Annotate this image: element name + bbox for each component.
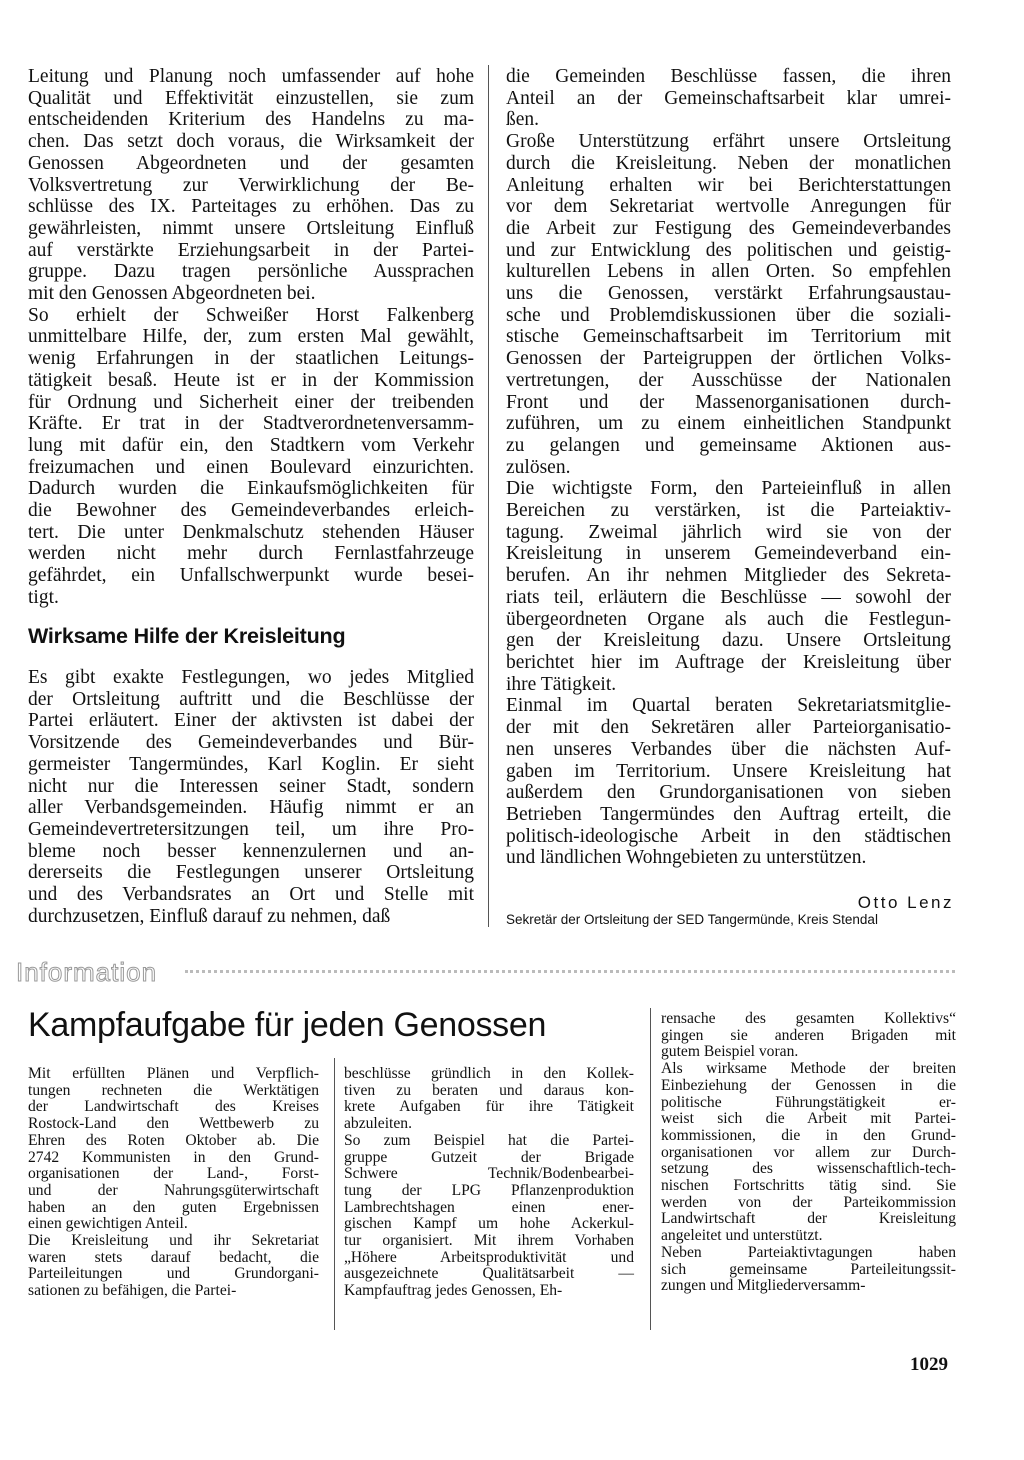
text-line: gutem Beispiel voran. — [661, 1043, 799, 1061]
headline: Kampfaufgabe für jeden Genossen — [28, 1006, 547, 1044]
text-line: gaben im Territorium. Unsere Kreisleitung hat — [506, 760, 951, 782]
article-column-left — [28, 66, 474, 609]
text-line: vor dem Sekretariat wertvolle Anregungen für — [506, 196, 951, 218]
text-line: abzuleiten. — [344, 1115, 412, 1133]
text-line: Einmal im Quartal beraten Sekretariatsmitglie- — [506, 695, 951, 717]
text-line: nischen Fortschritts tätig sind. Sie — [661, 1177, 956, 1195]
text-line: einen gewichtigen Anteil. — [28, 1215, 188, 1233]
text-line: Die Kreisleitung und ihr Sekretariat — [28, 1232, 319, 1250]
text-line: bleme noch besser kennenzulernen und an- — [28, 840, 474, 862]
text-line: der Landwirtschaft des Kreises — [28, 1098, 319, 1116]
text-line: Die wichtigste Form, den Parteieinfluß in allen — [506, 478, 951, 500]
text-line: kommissionen, die in den Grund- — [661, 1126, 956, 1144]
text-line: schlüsse des IX. Parteitages zu erhöhen. Das zu — [28, 196, 474, 218]
text-line: Bereichen zu verstärken, ist die Parteiaktiv- — [506, 500, 951, 522]
text-line: organisationen der Land-, Forst- — [28, 1165, 319, 1183]
text-line: uns die Genossen, verstärkt Erfahrungsaustau- — [506, 283, 951, 305]
text-line: der Ortsleitung auftritt und die Beschlüsse der — [28, 688, 474, 710]
text-line: Kreisleitung in unserem Gemeindeverband ein- — [506, 543, 951, 565]
text-line: Kräfte. Er trat in der Stadtverordnetenversamm- — [28, 413, 474, 435]
author-role: Sekretär der Ortsleitung der SED Tangermünde, Kreis Stendal — [506, 912, 878, 927]
text-line: gruppe Gutzeit der Brigade — [344, 1148, 634, 1166]
text-line: tätigkeit besaß. Heute ist er in der Kommission — [28, 369, 474, 391]
text-line: tur organisiert. Mit ihrem Vorhaben — [344, 1232, 634, 1250]
text-line: tungen rechneten die Werktätigen — [28, 1081, 319, 1099]
text-line: aller Verbandsgemeinden. Häufig nimmt er an — [28, 797, 474, 819]
text-line: entscheidenden Kriterium des Handelns zu ma- — [28, 109, 474, 131]
text-line: Neben Parteiaktivtagungen haben — [661, 1243, 956, 1261]
text-line: gischen Kampf um hohe Ackerkul- — [344, 1215, 634, 1233]
text-line: Front und der Massenorganisationen durch- — [506, 391, 951, 413]
text-line: Vorsitzende des Gemeindeverbandes und Bür- — [28, 732, 474, 754]
column-divider — [650, 1008, 651, 1330]
text-line: weist sich die Arbeit mit Partei- — [661, 1110, 956, 1128]
text-line: berufen. An ihr nehmen Mitglieder des Sekreta- — [506, 565, 951, 587]
text-line: nen unseres Verbandes über die nächsten Auf- — [506, 738, 951, 760]
text-line: Lambrechtshagen einen ener- — [344, 1198, 634, 1216]
text-line: Einbeziehung der Genossen in die — [661, 1076, 956, 1094]
section-divider-dotted — [185, 970, 955, 973]
text-line: werden nicht mehr durch Fernlastfahrzeuge — [28, 543, 474, 565]
text-line: gewährleisten, nimmt unsere Ortsleitung Einfluß — [28, 217, 474, 239]
text-line: und ländlichen Wohngebieten zu unterstützen. — [506, 847, 867, 869]
text-line: die Gemeinden Beschlüsse fassen, die ihren — [506, 66, 951, 87]
text-line: vertretungen, der Ausschüsse der Nationalen — [506, 369, 951, 391]
text-line: mit den Genossen Abgeordneten bei. — [28, 283, 316, 305]
text-line: außerdem den Grundorganisationen von sieben — [506, 782, 951, 804]
text-line: tung der LPG Pflanzenproduktion — [344, 1181, 634, 1199]
text-line: Genossen Abgeordneten und der gesamten — [28, 152, 474, 174]
text-line: rensache des gesamten Kollektivs“ — [661, 1010, 956, 1027]
text-line: Kampfauftrag jedes Genossen, Eh- — [344, 1282, 563, 1300]
text-line: Ehren des Roten Oktober ab. Die — [28, 1131, 319, 1149]
text-line: berichtet hier im Auftrage der Kreisleitung über — [506, 651, 951, 673]
text-line: Qualität und Effektivität einzustellen, sie zum — [28, 87, 474, 109]
text-line: Rostock-Land den Wettbewerb zu — [28, 1115, 319, 1133]
column-divider — [334, 1058, 335, 1330]
text-line: Parteileitungen und Grundorgani- — [28, 1265, 319, 1283]
article-column-left-continued — [28, 667, 474, 927]
author-name: Otto Lenz — [857, 893, 954, 912]
text-line: sche und Problemdiskussionen über die soziali- — [506, 304, 951, 326]
article-column-right — [506, 66, 951, 869]
text-line: Es gibt exakte Festlegungen, wo jedes Mitglied — [28, 667, 474, 688]
text-line: sationen zu befähigen, die Partei- — [28, 1282, 237, 1300]
text-line: ßen. — [506, 109, 540, 131]
text-line: chen. Das setzt doch voraus, die Wirksamkeit der — [28, 131, 474, 153]
text-line: Als wirksame Methode der breiten — [661, 1060, 956, 1078]
text-line: gen der Kreisleitung dazu. Unsere Ortsleitung — [506, 630, 951, 652]
column-divider — [488, 65, 489, 927]
text-line: zuführen, um zu einem einheitlichen Standpunkt — [506, 413, 951, 435]
text-line: 2742 Kommunisten in den Grund- — [28, 1148, 319, 1166]
text-line: Betrieben Tangermündes den Auftrag erteilt, die — [506, 803, 951, 825]
text-line: angeleitet und unterstützt. — [661, 1227, 823, 1245]
info-column-2 — [344, 1066, 634, 1300]
text-line: riats teil, erläutern die Beschlüsse — sowohl der — [506, 586, 951, 608]
text-line: tigt. — [28, 586, 59, 608]
section-label: Information — [16, 957, 158, 987]
text-line: So erhielt der Schweißer Horst Falkenberg — [28, 304, 474, 326]
text-line: und zur Entwicklung des politischen und geistig- — [506, 239, 951, 261]
text-line: die Bewohner des Gemeindeverbandes erleich- — [28, 500, 474, 522]
text-line: werden von der Parteikommission — [661, 1193, 956, 1211]
text-line: zulösen. — [506, 456, 571, 478]
text-line: und des Verbandsrates an Ort und Stelle mit — [28, 884, 474, 906]
text-line: Landwirtschaft der Kreisleitung — [661, 1210, 956, 1228]
text-line: haben an den guten Ergebnissen — [28, 1198, 319, 1216]
text-line: ihre Tätigkeit. — [506, 673, 617, 695]
text-line: So zum Beispiel hat die Partei- — [344, 1131, 634, 1149]
info-column-3 — [661, 1011, 956, 1295]
text-line: Gemeindevertretersitzungen teil, um ihre Pro- — [28, 818, 474, 840]
text-line: gruppe. Dazu tragen persönliche Aussprachen — [28, 261, 474, 283]
text-line: beschlüsse gründlich in den Kollek- — [344, 1065, 634, 1082]
text-line: der mit den Sekretären aller Parteiorganisatio- — [506, 717, 951, 739]
text-line: Partei erläutert. Einer der aktivsten ist dabei der — [28, 710, 474, 732]
text-line: zu gelangen und gemeinsame Aktionen aus- — [506, 434, 951, 456]
text-line: nicht nur die Interessen seiner Stadt, sondern — [28, 775, 474, 797]
info-column-1 — [28, 1066, 319, 1300]
text-line: sich gemeinsame Parteileitungssit- — [661, 1260, 956, 1278]
section-subheading: Wirksame Hilfe der Kreisleitung — [28, 624, 346, 648]
text-line: tiven zu beraten und daraus kon- — [344, 1081, 634, 1099]
text-line: ausgezeichnete Qualitätsarbeit — — [344, 1265, 634, 1283]
text-line: Anleitung erhalten wir bei Berichterstattungen — [506, 174, 951, 196]
text-line: organisationen vor allem zur Durch- — [661, 1143, 956, 1161]
text-line: die Arbeit zur Festigung des Gemeindeverbandes — [506, 217, 951, 239]
text-line: Schwere Technik/Bodenbearbei- — [344, 1165, 634, 1183]
text-line: dererseits die Festlegungen unserer Ortsleitung — [28, 862, 474, 884]
text-line: waren stets darauf bedacht, die — [28, 1248, 319, 1266]
text-line: lung mit dafür ein, den Stadtkern vom Verkehr — [28, 434, 474, 456]
text-line: kulturellen Lebens in allen Orten. So empfehlen — [506, 261, 951, 283]
text-line: Dadurch wurden die Einkaufsmöglichkeiten für — [28, 478, 474, 500]
page-number: 1029 — [910, 1354, 948, 1375]
text-line: germeister Tangermündes, Karl Koglin. Er sieht — [28, 753, 474, 775]
text-line: wenig Erfahrungen in der staatlichen Leitungs- — [28, 348, 474, 370]
text-line: freizumachen und einen Boulevard einzurichten. — [28, 456, 474, 478]
text-line: politisch-ideologische Arbeit in den städtischen — [506, 825, 951, 847]
text-line: zungen und Mitgliederversamm- — [661, 1277, 866, 1295]
text-line: Anteil an der Gemeinschaftsarbeit klar umrei- — [506, 87, 951, 109]
text-line: stische Gemeinschaftsarbeit im Territorium mit — [506, 326, 951, 348]
text-line: tert. Die unter Denkmalschutz stehenden Häuser — [28, 521, 474, 543]
text-line: durch die Kreisleitung. Neben der monatlichen — [506, 152, 951, 174]
text-line: politische Führungstätigkeit er- — [661, 1093, 956, 1111]
text-line: setzung des wissenschaftlich-tech- — [661, 1160, 956, 1178]
text-line: auf verstärkte Erziehungsarbeit in der Partei- — [28, 239, 474, 261]
text-line: gefährdet, ein Unfallschwerpunkt wurde besei- — [28, 565, 474, 587]
text-line: Leitung und Planung noch umfassender auf hohe — [28, 66, 474, 87]
text-line: Große Unterstützung erfährt unsere Ortsleitung — [506, 131, 951, 153]
text-line: „Höhere Arbeitsproduktivität und — [344, 1248, 634, 1266]
text-line: Mit erfüllten Plänen und Verpflich- — [28, 1065, 319, 1082]
text-line: Genossen der Parteigruppen der örtlichen Volks- — [506, 348, 951, 370]
text-line: übergeordneten Organe als auch die Festlegun- — [506, 608, 951, 630]
text-line: durchzusetzen, Einfluß darauf zu nehmen, daß — [28, 905, 391, 927]
text-line: Volksvertretung zur Verwirklichung der Be- — [28, 174, 474, 196]
text-line: unmittelbare Hilfe, der, zum ersten Mal gewählt, — [28, 326, 474, 348]
text-line: und der Nahrungsgüterwirtschaft — [28, 1181, 319, 1199]
text-line: krete Aufgaben für ihre Tätigkeit — [344, 1098, 634, 1116]
text-line: tagung. Zweimal jährlich wird sie von der — [506, 521, 951, 543]
text-line: für Ordnung und Sicherheit einer der treibenden — [28, 391, 474, 413]
text-line: gingen sie anderen Brigaden mit — [661, 1026, 956, 1044]
